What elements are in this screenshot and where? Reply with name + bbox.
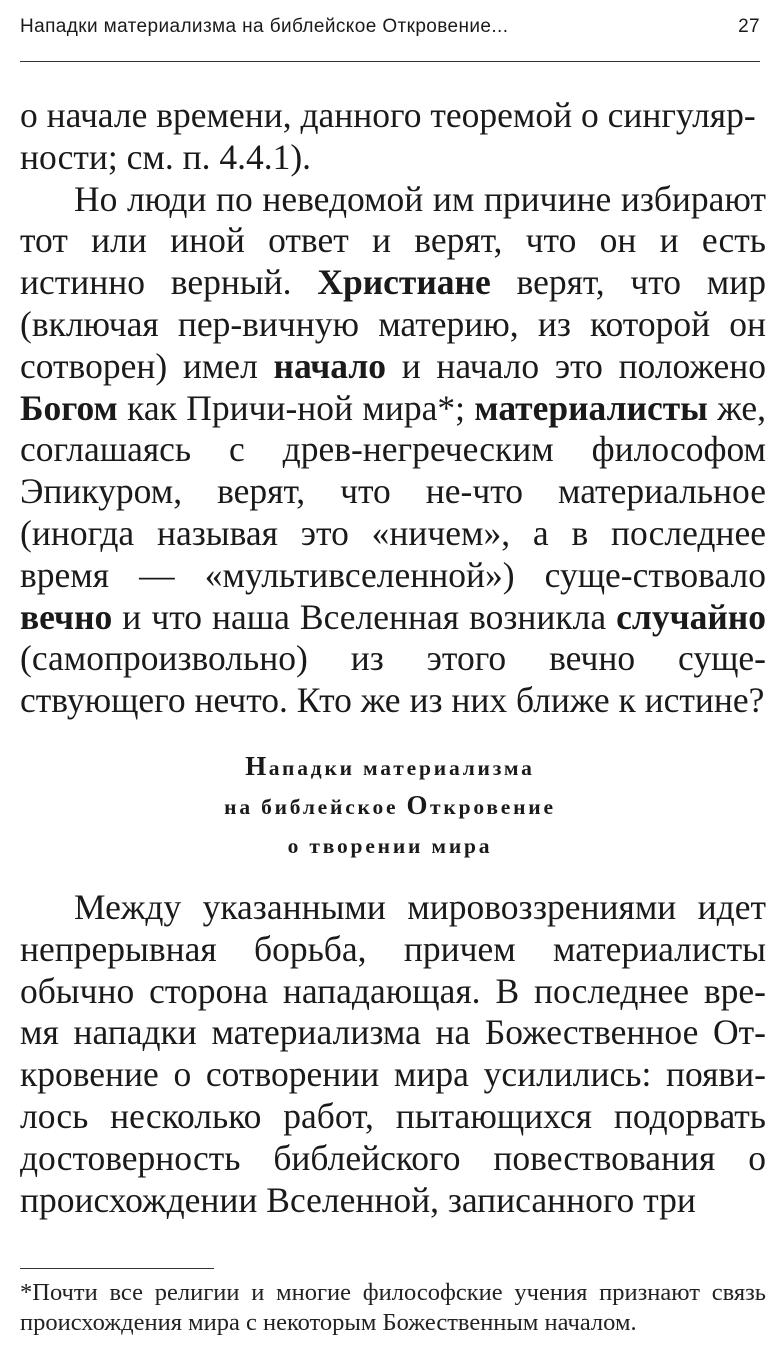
body-text-bottom [20,887,766,1221]
section-heading-line3: о творении мира [287,834,493,858]
term-god: Богом [20,387,118,428]
term-beginning: начало [273,345,387,386]
paragraph-continuation-line1: о начале времени, данного теоремой о сингуляр- [20,95,756,135]
term-randomly: случайно [616,596,766,637]
term-materialists: материалисты [474,387,708,428]
footnote [20,1278,766,1338]
paragraph-christians-materialists: Но люди по неведомой им причине избирают тот или иной ответ и верят, что он и есть истинно верный. Христиане верят, что мир (включая пер-вичную материю, из которой он сотворен) имел начало и начало это положено Богом как Причи-ной мира*; материалисты же, соглашаясь с древ-негреческим философом Эпикуром, верят, что не-что материальное (иногда называя это «ничем», а в последнее время — «мультивселенной») суще-ствовало вечно и что наша Вселенная возникла случайно (самопроизвольно) из этого вечно суще-ствующего нечто. Кто же из них ближе к истине? [20,178,766,721]
footnote-text: *Почти все религии и многие философские учения признают связь происхождения мира с некоторым Божественным началом. [20,1279,766,1336]
body-text-top [20,95,766,722]
footnote-divider [20,1268,214,1269]
term-christians: Христиане [317,262,491,303]
running-header [20,10,760,44]
paragraph-continuation-line2: ности; см. п. 4.4.1). [20,136,312,177]
section-heading-line2: на библейское Откровение [224,790,556,820]
page-number: 27 [738,16,760,37]
header-divider [20,61,760,62]
section-heading-line1: Нападки материализма [245,751,535,781]
paragraph-attacks: Между указанными мировоззрениями идет непрерывная борьба, причем материалисты обычно сторона нападающая. В последнее вре-мя нападки материализма на Божественное От-кровение о сотворении мира усилились: появи-лось несколько работ, пытающихся подорвать достоверность библейского повествования о происхождении Вселенной, записанного три [20,887,766,1220]
running-title: Нападки материализма на библейское Откровение... [20,16,509,37]
term-eternally: вечно [20,596,113,637]
paragraph-continuation [20,95,766,179]
section-heading [20,748,760,865]
